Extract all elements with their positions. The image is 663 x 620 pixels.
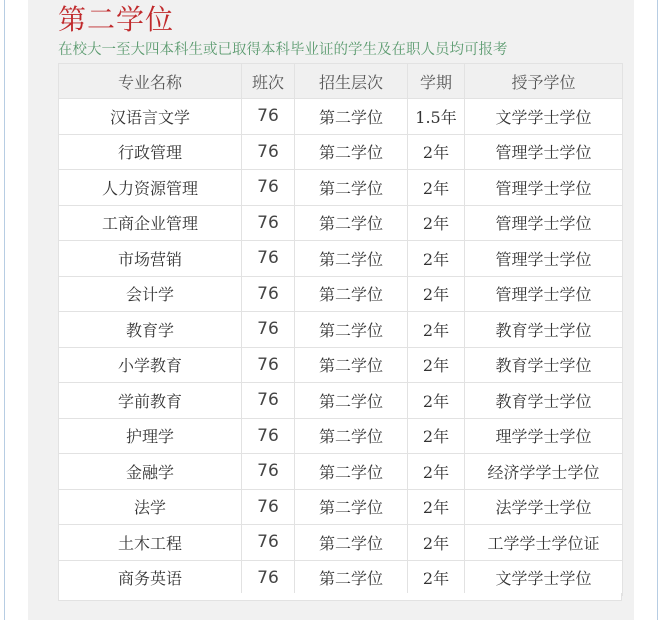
cell-level: 第二学位 [295, 525, 408, 561]
header-class: 班次 [242, 64, 295, 99]
cell-class: 76 [242, 205, 295, 241]
cell-major: 工商企业管理 [59, 205, 242, 241]
cell-duration: 2年 [408, 170, 465, 206]
cell-class: 76 [242, 525, 295, 561]
cell-class: 76 [242, 489, 295, 525]
cell-duration: 2年 [408, 489, 465, 525]
cell-level: 第二学位 [295, 241, 408, 277]
cell-class: 76 [242, 312, 295, 348]
cell-class: 76 [242, 134, 295, 170]
cell-major: 金融学 [59, 454, 242, 490]
cell-major: 教育学 [59, 312, 242, 348]
degree-table [58, 63, 623, 596]
table-footer-space [58, 593, 622, 601]
cell-major: 法学 [59, 489, 242, 525]
section-title: 第二学位 [58, 3, 175, 36]
cell-duration: 2年 [408, 205, 465, 241]
table-row [59, 134, 623, 170]
cell-level: 第二学位 [295, 383, 408, 419]
cell-major: 行政管理 [59, 134, 242, 170]
cell-degree: 管理学士学位 [465, 241, 623, 277]
cell-level: 第二学位 [295, 170, 408, 206]
cell-degree: 经济学学士学位 [465, 454, 623, 490]
cell-duration: 2年 [408, 134, 465, 170]
cell-level: 第二学位 [295, 99, 408, 135]
cell-degree: 管理学士学位 [465, 170, 623, 206]
header-degree: 授予学位 [465, 64, 623, 99]
table-row [59, 383, 623, 419]
cell-degree: 法学学士学位 [465, 489, 623, 525]
cell-degree: 管理学士学位 [465, 134, 623, 170]
cell-duration: 2年 [408, 276, 465, 312]
table-row [59, 489, 623, 525]
cell-degree: 工学学士学位证 [465, 525, 623, 561]
cell-degree: 管理学士学位 [465, 276, 623, 312]
cell-degree: 文学学士学位 [465, 560, 623, 596]
cell-class: 76 [242, 383, 295, 419]
cell-class: 76 [242, 347, 295, 383]
table-row [59, 170, 623, 206]
header-duration: 学期 [408, 64, 465, 99]
cell-class: 76 [242, 241, 295, 277]
cell-level: 第二学位 [295, 276, 408, 312]
table-row [59, 241, 623, 277]
cell-level: 第二学位 [295, 418, 408, 454]
cell-level: 第二学位 [295, 347, 408, 383]
section-subtitle: 在校大一至大四本科生或已取得本科毕业证的学生及在职人员均可报考 [58, 42, 508, 58]
table-row [59, 276, 623, 312]
cell-duration: 2年 [408, 454, 465, 490]
cell-degree: 理学学士学位 [465, 418, 623, 454]
table-row [59, 525, 623, 561]
cell-level: 第二学位 [295, 489, 408, 525]
cell-class: 76 [242, 418, 295, 454]
cell-duration: 2年 [408, 418, 465, 454]
table-row [59, 99, 623, 135]
cell-duration: 2年 [408, 312, 465, 348]
cell-major: 人力资源管理 [59, 170, 242, 206]
cell-level: 第二学位 [295, 134, 408, 170]
cell-major: 会计学 [59, 276, 242, 312]
cell-degree: 文学学士学位 [465, 99, 623, 135]
table-row [59, 454, 623, 490]
cell-level: 第二学位 [295, 454, 408, 490]
table-row [59, 347, 623, 383]
cell-level: 第二学位 [295, 205, 408, 241]
cell-major: 市场营销 [59, 241, 242, 277]
cell-class: 76 [242, 454, 295, 490]
cell-level: 第二学位 [295, 312, 408, 348]
cell-degree: 管理学士学位 [465, 205, 623, 241]
table-header-row [59, 64, 623, 99]
cell-duration: 2年 [408, 347, 465, 383]
cell-duration: 2年 [408, 241, 465, 277]
header-major: 专业名称 [59, 64, 242, 99]
table-row [59, 560, 623, 596]
cell-major: 汉语言文学 [59, 99, 242, 135]
cell-duration: 2年 [408, 560, 465, 596]
cell-duration: 2年 [408, 383, 465, 419]
cell-class: 76 [242, 560, 295, 596]
cell-class: 76 [242, 276, 295, 312]
header-level: 招生层次 [295, 64, 408, 99]
cell-major: 学前教育 [59, 383, 242, 419]
table-row [59, 312, 623, 348]
table-row [59, 205, 623, 241]
cell-major: 商务英语 [59, 560, 242, 596]
cell-level: 第二学位 [295, 560, 408, 596]
table-row [59, 418, 623, 454]
cell-major: 土木工程 [59, 525, 242, 561]
cell-class: 76 [242, 170, 295, 206]
cell-major: 小学教育 [59, 347, 242, 383]
cell-degree: 教育学士学位 [465, 312, 623, 348]
cell-degree: 教育学士学位 [465, 383, 623, 419]
cell-duration: 1.5年 [408, 99, 465, 135]
cell-degree: 教育学士学位 [465, 347, 623, 383]
cell-major: 护理学 [59, 418, 242, 454]
cell-duration: 2年 [408, 525, 465, 561]
cell-class: 76 [242, 99, 295, 135]
